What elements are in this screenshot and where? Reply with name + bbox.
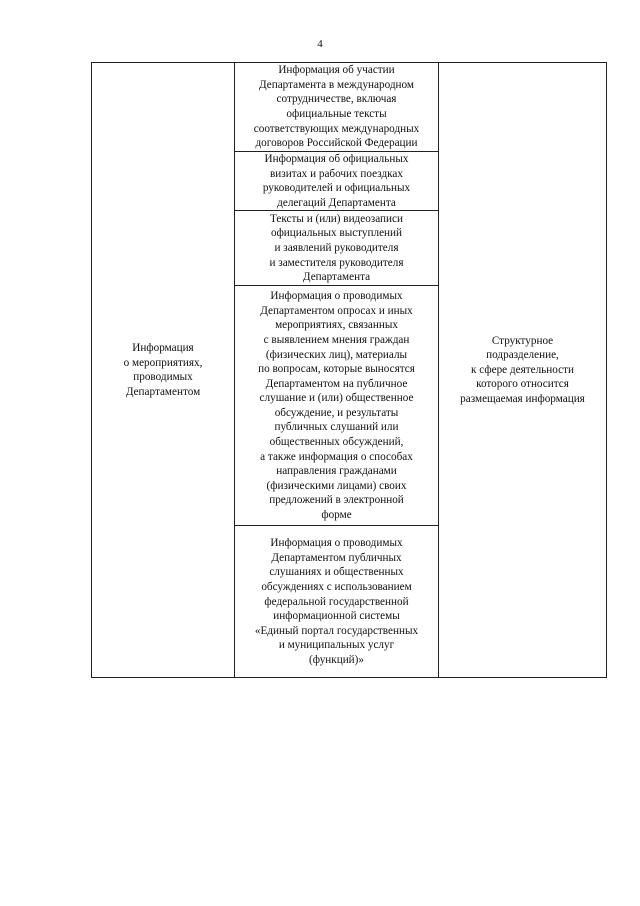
page-number: 4 (317, 38, 323, 50)
information-table (91, 62, 607, 678)
category-cell: Информация о мероприятиях, проводимых Департаментом (92, 63, 235, 678)
information-item-cell: Информация об официальных визитах и рабочих поездках руководителей и официальных делегаций Департамента (235, 152, 439, 211)
information-item-cell: Информация о проводимых Департаментом публичных слушаниях и общественных обсуждениях с использованием федеральной государственной информационной системы «Единый портал государственных и муниципальных услуг (функций)» (235, 526, 439, 678)
information-item-cell: Информация о проводимых Департаментом опросах и иных мероприятиях, связанных с выявлением мнения граждан (физических лиц), материалы по вопросам, которые выносятся Департаментом на публичное слушание и (или) общественное обсуждение, и результаты публичных слушаний или общественных обсуждений, а также информация о способах направления гражданами (физическими лицами) своих предложений в электронной форме (235, 286, 439, 526)
table-row (92, 63, 607, 152)
responsible-unit-cell: Структурное подразделение, к сфере деятельности которого относится размещаемая информация (439, 63, 607, 678)
information-item-cell: Информация об участии Департамента в международном сотрудничестве, включая официальные тексты соответствующих международных договоров Российской Федерации (235, 63, 439, 152)
information-item-cell: Тексты и (или) видеозаписи официальных выступлений и заявлений руководителя и заместителя руководителя Департамента (235, 211, 439, 286)
